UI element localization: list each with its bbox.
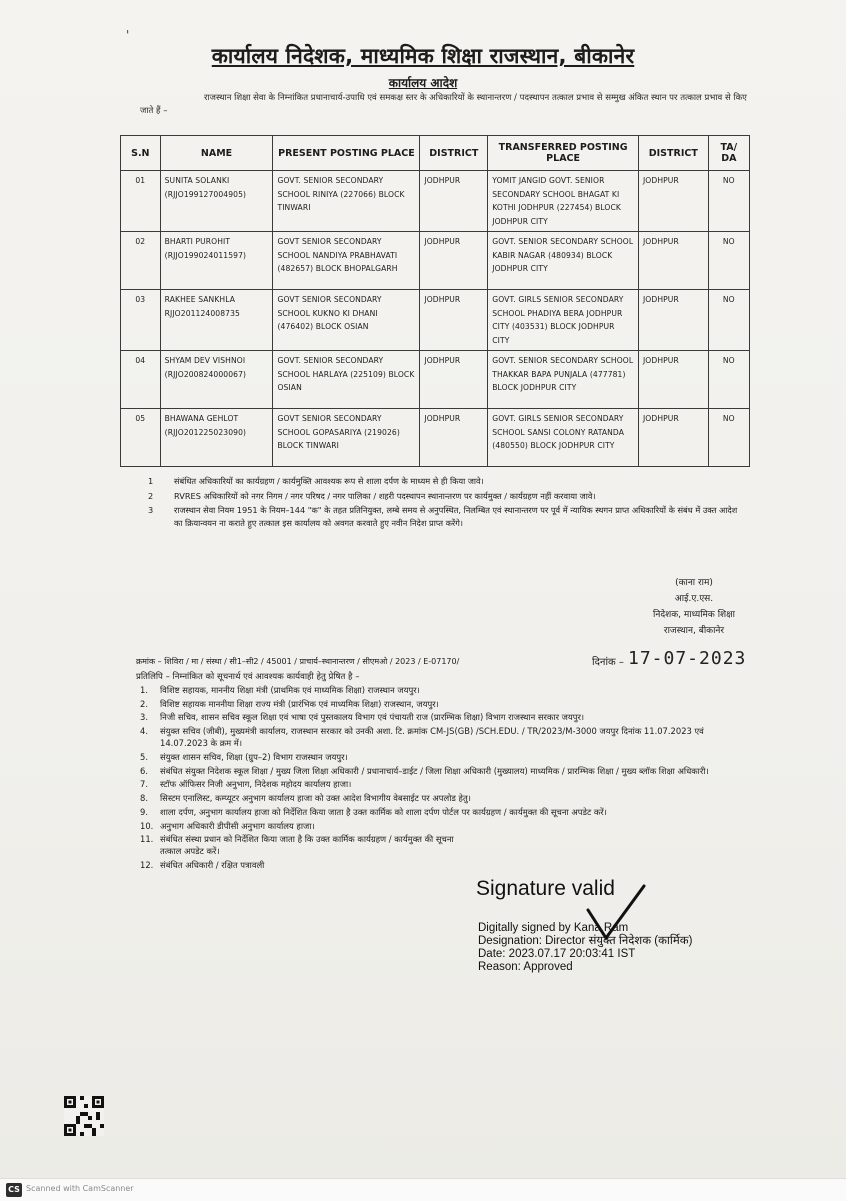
col-name: NAME — [160, 136, 273, 171]
signatory-service: आई.ए.एस. — [674, 594, 714, 604]
cell-name — [160, 171, 273, 232]
signature-date: Date: 2023.07.17 20:03:41 IST — [478, 948, 636, 960]
cell-sn: 03 — [121, 290, 161, 351]
note-number: 3 — [148, 505, 154, 515]
table-row — [121, 171, 750, 232]
copy-text: संयुक्त सचिव (जीबी), मुख्यमंत्री कार्यालय, राजस्थान सरकार को उनकी अशा. टि. क्रमांक CM-JS(GB) /SCH.EDU. / TR/2023/M-3000 जयपुर दिनांक 11.07.2023 एवं 14.07.2023 के क्रम में। — [160, 726, 704, 749]
signatory-block — [604, 575, 784, 639]
signatory-name: (काना राम) — [675, 578, 713, 588]
cell-present: GOVT SENIOR SECONDARY SCHOOL NANDIYA PRABHAVATI (482657) BLOCK BHOPALGARH — [273, 232, 420, 290]
table-row — [121, 351, 750, 409]
office-title: कार्यालय निदेशक, माध्यमिक शिक्षा राजस्थान, बीकानेर — [211, 44, 635, 68]
copy-text: अनुभाग अधिकारी डीपीसी अनुभाग कार्यालय हाजा। — [160, 820, 315, 831]
note-text: राजस्थान सेवा नियम 1951 के नियम–144 "क" के तहत प्रतिनियुक्त, लम्बे समय से अनुपस्थित, निलम्बित एवं स्थानान्तरण पर पूर्व में न्यायिक स्थगन प्राप्त अधिकारियों के संबंध में उक्त आदेश का क्रियान्वयन ना कराते हुए तत्काल इस कार्यालय को अवगत करवाते हुए नवीन निदेश प्राप्त करेंगे। — [174, 505, 738, 528]
cell-name — [160, 409, 273, 467]
cell-district-2: JODHPUR — [638, 290, 708, 351]
list-item — [140, 698, 748, 710]
copy-number: 3. — [140, 712, 148, 723]
cell-district: JODHPUR — [420, 171, 488, 232]
cell-district: JODHPUR — [420, 409, 488, 467]
list-item — [140, 711, 748, 723]
copy-number: 4. — [140, 726, 148, 737]
col-sn: S.N — [121, 136, 161, 171]
officer-name: SHYAM DEV VISHNOI — [164, 356, 246, 365]
cell-tada: NO — [708, 409, 749, 467]
table-row — [121, 232, 750, 290]
cell-present: GOVT SENIOR SECONDARY SCHOOL GOPASARIYA (219026) BLOCK TINWARI — [273, 409, 420, 467]
copy-number: 10. — [140, 820, 154, 831]
col-district: DISTRICT — [420, 136, 488, 171]
signature-reason: Reason: Approved — [478, 961, 573, 973]
copy-text: विशिष्ट सहायक, माननीय शिक्षा मंत्री (प्राथमिक एवं माध्यमिक शिक्षा) राजस्थान जयपुर। — [160, 685, 420, 695]
copy-text: विशिष्ट सहायक माननीया शिक्षा राज्य मंत्री (प्रारंभिक एवं माध्यमिक शिक्षा) राजस्थान, जयपुर। — [160, 698, 439, 709]
copy-number: 5. — [140, 752, 148, 763]
cell-sn: 02 — [121, 232, 161, 290]
cell-district-2: JODHPUR — [638, 232, 708, 290]
list-item — [140, 806, 748, 818]
officer-name: BHARTI PUROHIT — [164, 237, 231, 246]
copy-text: शाला दर्पण, अनुभाग कार्यालय हाजा को निर्देशित किया जाता है उक्त कार्मिक को शाला दर्पण पोर्टल पर कार्यग्रहण / कार्यमुक्त की सूचना अपडेट करें। — [160, 806, 607, 817]
list-item — [140, 751, 748, 763]
cell-district: JODHPUR — [420, 290, 488, 351]
signer-designation: Designation: Director संयुक्त निदेशक (कार्मिक) — [478, 935, 693, 947]
corner-mark: ' — [126, 28, 130, 42]
cell-district-2: JODHPUR — [638, 171, 708, 232]
order-subtitle: कार्यालय आदेश — [388, 76, 458, 90]
cell-transferred: GOVT. GIRLS SENIOR SECONDARY SCHOOL PHADIYA BERA JODHPUR CITY (403531) BLOCK JODHPUR CITY — [488, 290, 639, 351]
list-item — [140, 725, 748, 749]
list-item — [140, 765, 748, 777]
copy-text: संबंधित संयुक्त निदेशक स्कूल शिक्षा / मुख्य जिला शिक्षा अधिकारी / प्रधानाचार्य–डाईट / जिला शिक्षा अधिकारी (मुख्यालय) माध्यमिक / प्रारम्भिक शिक्षा / मुख्य ब्लॉक शिक्षा अधिकारी। — [160, 765, 709, 776]
cell-transferred: GOVT. SENIOR SECONDARY SCHOOL KABIR NAGAR (480934) BLOCK JODHPUR CITY — [488, 232, 639, 290]
copy-list — [140, 684, 748, 873]
cell-transferred: GOVT. GIRLS SENIOR SECONDARY SCHOOL SANSI COLONY RATANDA (480550) BLOCK JODHPUR CITY — [488, 409, 639, 467]
list-item — [140, 778, 748, 790]
signed-by: Digitally signed by Kana Ram — [478, 922, 629, 934]
list-item — [140, 490, 748, 503]
transfer-table — [120, 135, 750, 467]
copy-number: 6. — [140, 765, 148, 776]
copy-text: स्टॉफ ऑफिसर निजी अनुभाग, निदेशक महोदय कार्यालय हाजा। — [160, 779, 352, 790]
qr-code-icon — [64, 1096, 104, 1136]
cell-sn: 04 — [121, 351, 161, 409]
copy-text: संबंधित संस्था प्रधान को निर्देशित किया जाता है कि उक्त कार्मिक कार्यग्रहण / कार्यमुक्त की सूचना तत्काल अपडेट करें। — [160, 834, 454, 857]
digital-signature-block — [478, 922, 758, 974]
copy-number: 8. — [140, 793, 148, 804]
cell-tada: NO — [708, 171, 749, 232]
officer-name: BHAWANA GEHLOT — [164, 414, 239, 423]
list-item — [140, 504, 748, 529]
officer-code: (RJJO199127004905) — [164, 189, 247, 199]
camscanner-logo: CS — [6, 1183, 22, 1197]
cell-name — [160, 232, 273, 290]
cell-sn: 01 — [121, 171, 161, 232]
copy-number: 12. — [140, 860, 154, 871]
cell-tada: NO — [708, 290, 749, 351]
list-item — [140, 859, 748, 871]
signatory-place: राजस्थान, बीकानेर — [663, 626, 725, 636]
order-intro: राजस्थान शिक्षा सेवा के निम्नांकित प्रधानाचार्य-उपाधि एवं समकक्ष स्तर के अधिकारियों के स्थानान्तरण / पदस्थापन तत्काल प्रभाव से सम्मुख अंकित स्थान पर तत्काल प्रभाव से किए जाते हैं – — [140, 93, 747, 116]
cell-present: GOVT. SENIOR SECONDARY SCHOOL HARLAYA (225109) BLOCK OSIAN — [273, 351, 420, 409]
cell-name — [160, 351, 273, 409]
cell-tada: NO — [708, 351, 749, 409]
cell-present: GOVT SENIOR SECONDARY SCHOOL KUKNO KI DHANI (476402) BLOCK OSIAN — [273, 290, 420, 351]
copy-number: 2. — [140, 698, 148, 709]
officer-code: (RJJO199024011597) — [164, 250, 247, 260]
cell-district-2: JODHPUR — [638, 351, 708, 409]
copy-number: 7. — [140, 779, 148, 790]
copy-number: 1. — [140, 685, 148, 695]
scanner-footer — [0, 1178, 846, 1201]
officer-code: RJJO201124008735 — [164, 308, 240, 318]
cell-district: JODHPUR — [420, 351, 488, 409]
col-present-posting: PRESENT POSTING PLACE — [273, 136, 420, 171]
note-number: 2 — [148, 490, 154, 501]
cell-transferred: GOVT. SENIOR SECONDARY SCHOOL THAKKAR BAPA PUNJALA (477781) BLOCK JODHPUR CITY — [488, 351, 639, 409]
list-item — [140, 833, 470, 857]
table-row — [121, 409, 750, 467]
cell-district: JODHPUR — [420, 232, 488, 290]
date-label: दिनांक – — [592, 657, 624, 668]
officer-code: (RJJO201225023090) — [164, 427, 247, 437]
signatory-designation: निदेशक, माध्यमिक शिक्षा — [653, 610, 735, 620]
officer-name: SUNITA SOLANKI — [164, 176, 230, 185]
table-header-row — [121, 136, 750, 171]
copy-number: 9. — [140, 806, 148, 817]
note-text: संबंधित अधिकारियों का कार्यग्रहण / कार्यमुक्ति आवश्यक रूप से शाला दर्पण के माध्यम से ही किया जावे। — [174, 476, 484, 486]
table-row — [121, 290, 750, 351]
copy-text: संयुक्त शासन सचिव, शिक्षा (ग्रुप–2) विभाग राजस्थान जयपुर। — [160, 752, 348, 763]
cell-district-2: JODHPUR — [638, 409, 708, 467]
cell-transferred: YOMIT JANGID GOVT. SENIOR SECONDARY SCHOOL BHAGAT KI KOTHI JODHPUR (227454) BLOCK JODHPUR CITY — [488, 171, 639, 232]
reference-number: क्रमांक – शिविरा / मा / संस्था / सी1–सी2 / 45001 / प्राचार्य–स्थानान्तरण / सीएमओ / 2023 / E-07170/ — [136, 657, 460, 666]
cell-present: GOVT. SENIOR SECONDARY SCHOOL RINIYA (227066) BLOCK TINWARI — [273, 171, 420, 232]
signature-valid-label: Signature valid — [476, 877, 615, 900]
note-number: 1 — [148, 476, 154, 486]
conditions-list — [140, 475, 748, 531]
handwritten-date: 17-07-2023 — [628, 648, 747, 669]
col-district-2: DISTRICT — [638, 136, 708, 171]
copy-text: निजी सचिव, शासन सचिव स्कूल शिक्षा एवं भाषा एवं पुस्तकालय विभाग एवं पंचायती राज (प्रारम्भिक शिक्षा) विभाग राजस्थान सरकार जयपुर। — [160, 712, 585, 723]
copy-number: 11. — [140, 834, 154, 845]
list-item — [140, 820, 748, 832]
copy-intro: प्रतिलिपि – निम्नांकित को सूचनार्थ एवं आवश्यक कार्यवाही हेतु प्रेषित है – — [136, 672, 360, 682]
list-item — [140, 792, 748, 804]
cell-sn: 05 — [121, 409, 161, 467]
copy-text: संबंधित अधिकारी / रक्षित पत्रावली — [160, 860, 265, 871]
cell-name — [160, 290, 273, 351]
col-transferred-posting: TRANSFERRED POSTING PLACE — [488, 136, 639, 171]
officer-name: RAKHEE SANKHLA — [164, 295, 236, 304]
officer-code: (RJJO200824000067) — [164, 369, 247, 379]
col-tada: TA/ DA — [708, 136, 749, 171]
note-text: RVRES अधिकारियों को नगर निगम / नगर परिषद / नगर पालिका / शहरी पदस्थापन स्थानान्तरण पर कार्यमुक्त / कार्यग्रहण नहीं करवाया जावे। — [174, 490, 596, 501]
cell-tada: NO — [708, 232, 749, 290]
scanned-label: Scanned with CamScanner — [26, 1184, 134, 1193]
copy-text: सिस्टम एनालिस्ट, कम्प्यूटर अनुभाग कार्यालय हाजा को उक्त आदेश विभागीय वेबसाईट पर अपलोड हेतु। — [160, 793, 471, 804]
list-item — [140, 684, 748, 696]
list-item — [140, 475, 748, 488]
